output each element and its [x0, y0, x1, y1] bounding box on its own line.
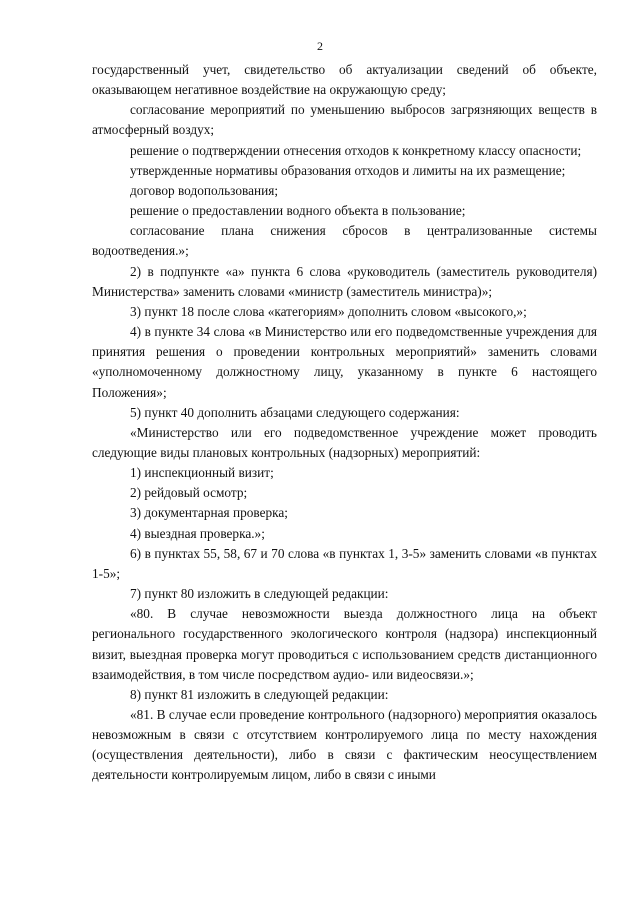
- paragraph: 2) рейдовый осмотр;: [130, 485, 248, 501]
- paragraph: согласование плана снижения сбросов в централизованные системы водоотведения.»;: [92, 223, 597, 259]
- paragraph: 8) пункт 81 изложить в следующей редакции:: [130, 686, 389, 702]
- paragraph: решение о предоставлении водного объекта в пользование;: [130, 203, 466, 219]
- document-body: [92, 60, 597, 786]
- paragraph: 4) в пункте 34 слова «в Министерство или его подведомственные учреждения для принятия решения о проведении контрольных мероприятий» заменить словами «уполномоченному должностному лицу, указанному в пункте 6 настоящего Положения»;: [92, 324, 597, 400]
- paragraph: 2) в подпункте «а» пункта 6 слова «руководитель (заместитель руководителя) Министерства» заменить словами «министр (заместитель министра)»;: [92, 263, 597, 299]
- paragraph: государственный учет, свидетельство об актуализации сведений об объекте, оказывающем негативное воздействие на окружающую среду;: [92, 62, 597, 98]
- paragraph: 3) пункт 18 после слова «категориям» дополнить словом «высокого,»;: [130, 303, 527, 319]
- paragraph: утвержденные нормативы образования отходов и лимиты на их размещение;: [130, 162, 566, 178]
- paragraph: решение о подтверждении отнесения отходов к конкретному классу опасности;: [130, 142, 582, 158]
- paragraph: 1) инспекционный визит;: [130, 465, 274, 481]
- page-number: 2: [317, 39, 323, 53]
- paragraph: 7) пункт 80 изложить в следующей редакции:: [130, 586, 389, 602]
- paragraph: 3) документарная проверка;: [130, 505, 288, 521]
- paragraph: договор водопользования;: [130, 182, 279, 198]
- paragraph: «81. В случае если проведение контрольного (надзорного) мероприятия оказалось невозможным в связи с отсутствием контролируемого лица по месту нахождения (осуществления деятельности), либо в связи с фактическим неосуществлением деятельности контролируемым лицом, либо в связи с иными: [92, 707, 597, 783]
- paragraph: согласование мероприятий по уменьшению выбросов загрязняющих веществ в атмосферный воздух;: [92, 102, 597, 138]
- paragraph: «80. В случае невозможности выезда должностного лица на объект регионального государственного экологического контроля (надзора) инспекционный визит, выездная проверка могут проводиться с использованием средств дистанционного взаимодействия, в том числе посредством аудио- или видеосвязи.»;: [92, 606, 597, 682]
- paragraph: «Министерство или его подведомственное учреждение может проводить следующие виды плановых контрольных (надзорных) мероприятий:: [92, 424, 597, 460]
- paragraph: 5) пункт 40 дополнить абзацами следующего содержания:: [130, 404, 460, 420]
- paragraph: 4) выездная проверка.»;: [130, 525, 265, 541]
- paragraph: 6) в пунктах 55, 58, 67 и 70 слова «в пунктах 1, 3-5» заменить словами «в пунктах 1-5»;: [92, 545, 597, 581]
